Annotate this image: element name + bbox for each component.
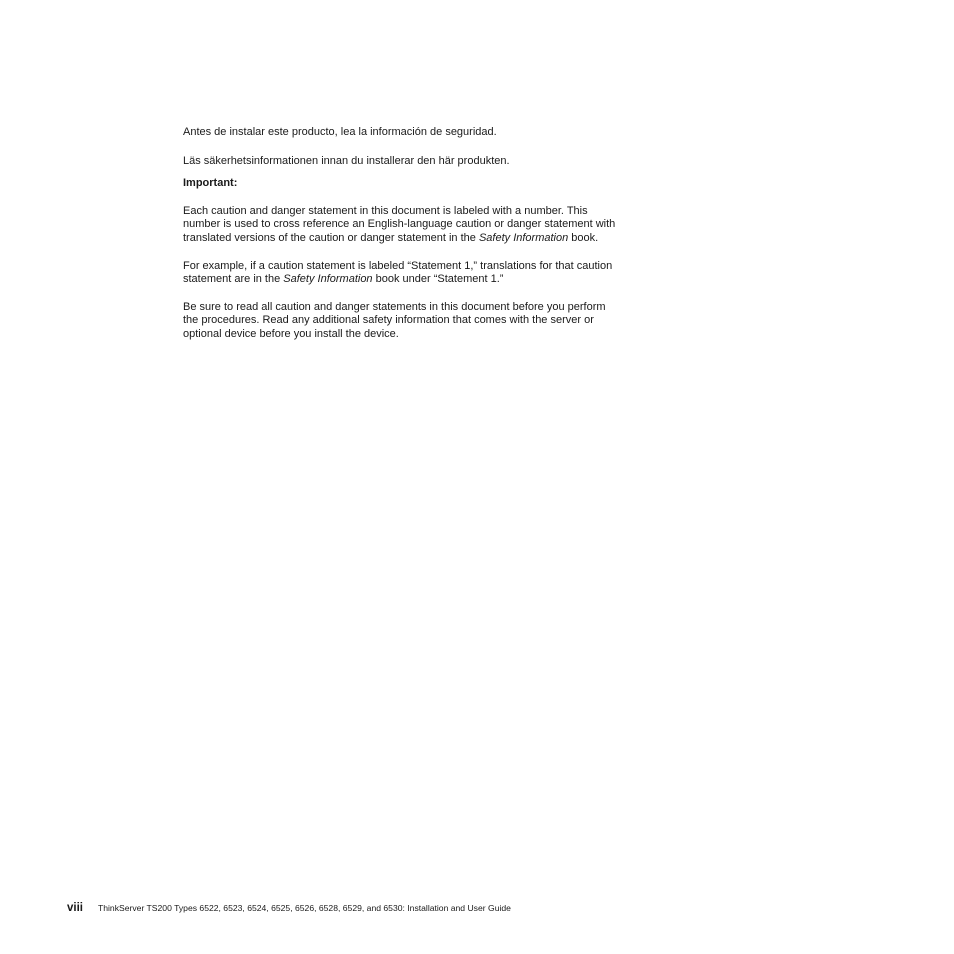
caution-numbering-paragraph (183, 205, 623, 246)
read-all-statements-paragraph: Be sure to read all caution and danger statements in this document before you perform the procedures. Read any additional safety information that comes with the server or optional device before you install the device. (183, 300, 606, 340)
paragraph-text: Each caution and danger statement in this document is labeled with a number. This number is used to cross reference an English-language caution or danger statement with translated versions of the caution or danger statement in the (183, 204, 616, 244)
paragraph-text: book under “Statement 1.” (372, 273, 504, 286)
page-number: viii (67, 902, 83, 914)
book-title: Safety Information (478, 231, 569, 244)
paragraph-text: For example, if a caution statement is labeled “Statement 1,” translations for that caution statement are in the (183, 259, 613, 286)
swedish-safety-line: Läs säkerhetsinformationen innan du installerar den här produkten. (183, 154, 510, 167)
paragraph-text: book. (568, 231, 599, 244)
safety-notice-block (183, 126, 623, 342)
spanish-safety-line: Antes de instalar este producto, lea la información de seguridad. (183, 126, 497, 138)
page-footer (67, 902, 511, 914)
book-title: Safety Information (283, 273, 373, 286)
example-paragraph (183, 260, 623, 287)
important-label: Important: (183, 177, 238, 190)
document-title: ThinkServer TS200 Types 6522, 6523, 6524, 6525, 6526, 6528, 6529, and 6530: Installation and User Guide (97, 903, 511, 913)
